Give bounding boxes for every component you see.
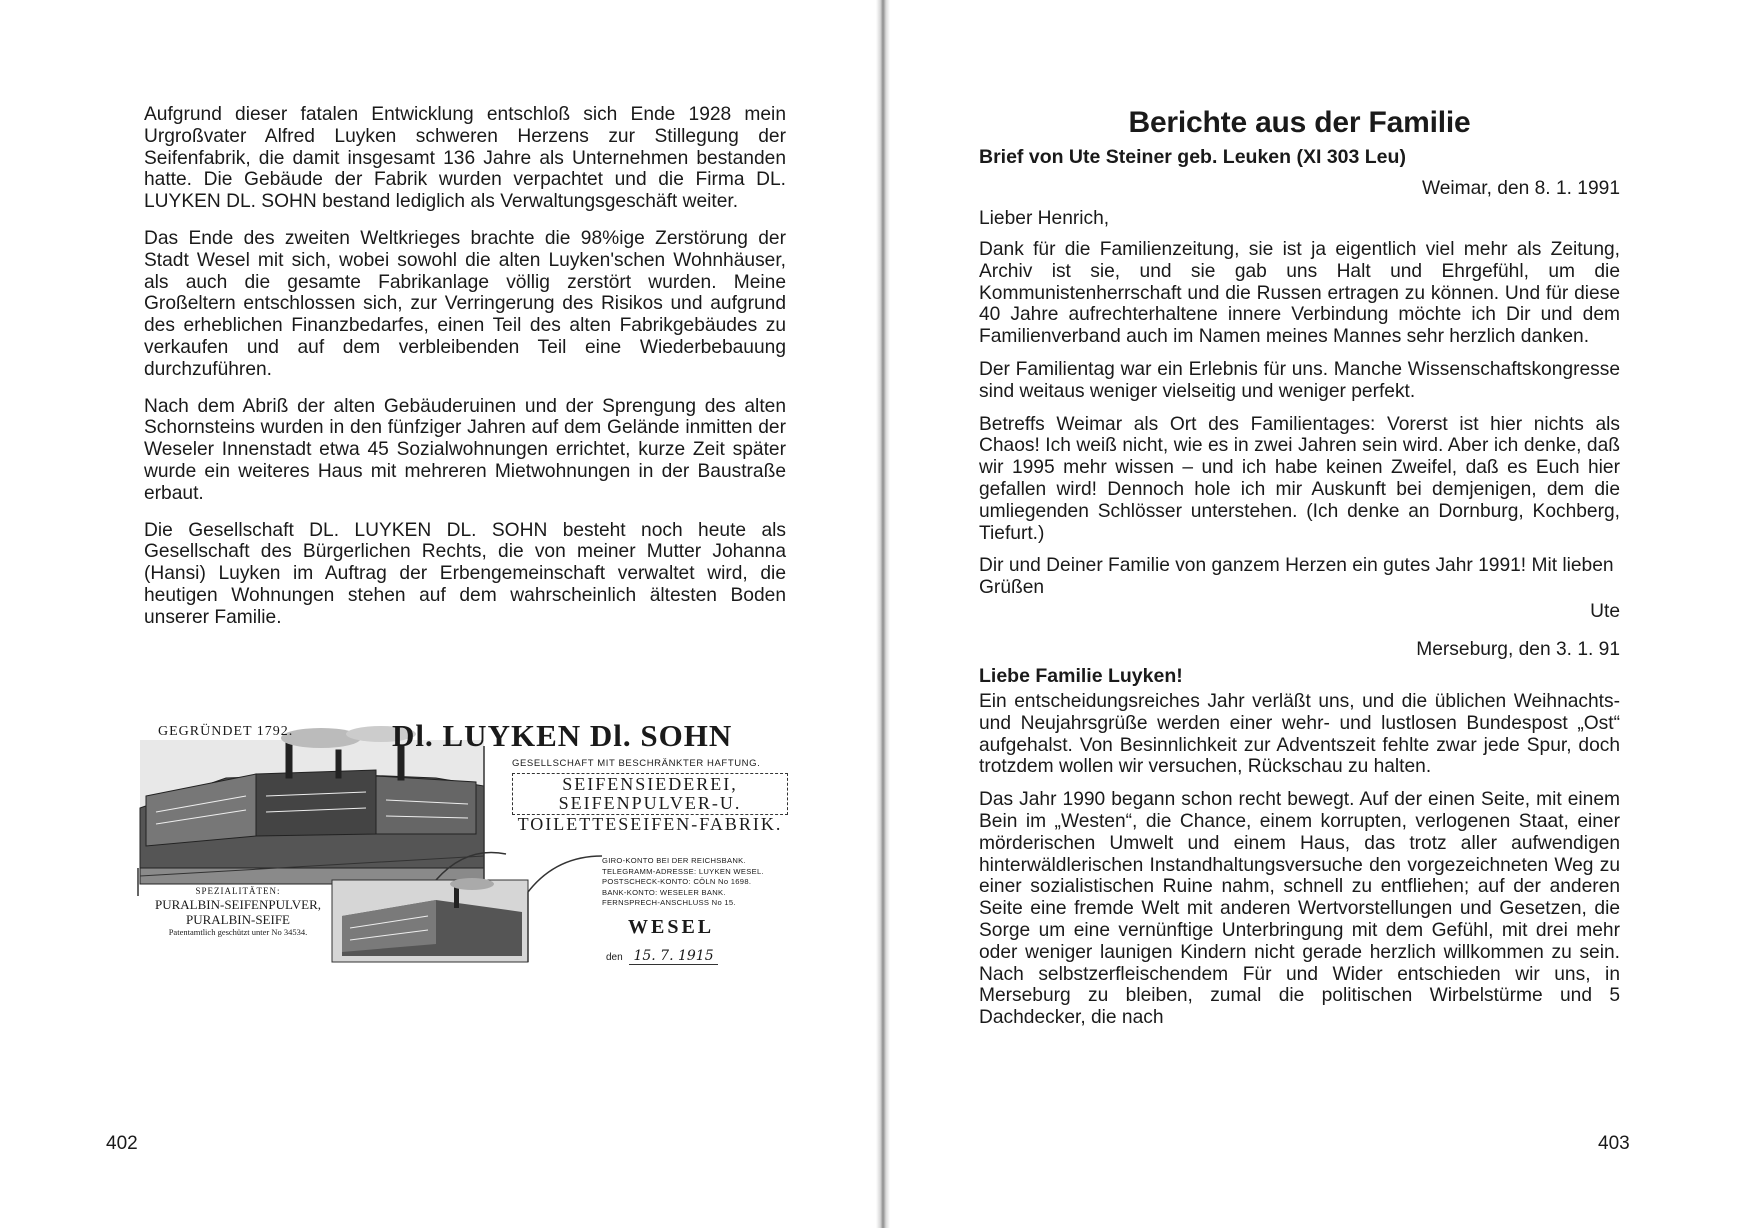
- letterhead-date: [606, 948, 718, 964]
- specialties-title: SPEZIALITÄTEN:: [195, 886, 281, 896]
- handwritten-date: 15. 7. 1915: [629, 948, 717, 965]
- specialty-soap: PURALBIN-SEIFE: [185, 912, 290, 927]
- left-paragraph-1: Aufgrund dieser fatalen Entwicklung entschloß sich Ende 1928 mein Urgroßvater Alfred Luyken schweren Herzens zur Stillegung der Seifenfabrik, die damit insgesamt 136 Jahre als Unternehmen bestanden hatte. Die Gebäude der Fabrik wurden verpachtet und die Firma DL. LUYKEN DL. SOHN bestand lediglich als Verwaltungsgeschäft weiter.: [144, 104, 786, 213]
- letter1-paragraph-1: Dank für die Familienzeitung, sie ist ja eigentlich viel mehr als Zeitung, Archiv ist sie, und sie gab uns Halt und Ehrgefühl, um die Kommunistenherrschaft und die Russen ertragen zu können. Und für diese 40 Jahre aufrechterhaltene innere Verbindung möchte ich Dir und dem Familienverband auch im Namen meines Mannes sehr herzlich danken.: [979, 239, 1620, 348]
- page-number-left: 402: [106, 1133, 138, 1154]
- letterhead-company-name: Dl. LUYKEN Dl. SOHN: [392, 718, 733, 753]
- letter2-date: Merseburg, den 3. 1. 91: [1416, 638, 1620, 660]
- letterhead-products: [512, 773, 788, 834]
- letter1-paragraph-3: Betreffs Weimar als Ort des Familientages: Vorerst ist hier nichts als Chaos! Ich weiß nicht, wie es in zwei Jahren sein wird. Aber ich denke, daß wir 1995 mehr wissen – und ich habe keinen Zweifel, daß es Euch hier gefallen wird! Dennoch hole ich mir Auskunft bei demjenigen, dem die umliegenden Schlösser unterstehen. (Ich denke an Dornburg, Kochberg, Tiefurt.): [979, 413, 1620, 544]
- patent-note: Patentamtlich geschützt unter No 34534.: [168, 927, 308, 937]
- section-title: Berichte aus der Familie: [1128, 106, 1471, 139]
- letter1-paragraph-4: Dir und Deiner Familie von ganzem Herzen ein gutes Jahr 1991! Mit lieben Grüßen: [979, 555, 1614, 599]
- letter1-paragraph-2: Der Familientag war ein Erlebnis für uns. Manche Wissenschaftskongresse sind weitaus weniger vielseitig und weniger perfekt.: [979, 358, 1620, 402]
- letter2-header: [979, 639, 1620, 687]
- specialty-powder: PURALBIN-SEIFENPULVER,: [154, 897, 321, 912]
- letterhead-product-2: SEIFENPULVER-U.: [558, 793, 742, 813]
- letterhead-city: WESEL: [628, 916, 715, 938]
- bank-line: BANK-KONTO: WESELER BANK.: [602, 887, 726, 897]
- letterhead-legal-form: GESELLSCHAFT MIT BESCHRÄNKTER HAFTUNG.: [512, 758, 761, 769]
- bank-line: FERNSPRECH-ANSCHLUSS No 15.: [602, 898, 736, 907]
- letter2-paragraph-1: Ein entscheidungsreiches Jahr verläßt uns, und die üblichen Weihnachts- und Neujahrsgrüße werden einer wehr- und lustlosen Bundespost „Ost“ aufgehalst. Von Besinnlichkeit zur Adventszeit fehlte zwar jede Spur, doch trotzdem wollen wir versuchen, Rückschau zu halten.: [979, 690, 1620, 778]
- right-page: [890, 0, 1742, 1228]
- left-paragraph-2: Das Ende des zweiten Weltkrieges brachte die 98%ige Zerstörung der Stadt Wesel mit sich, wobei sowohl die alten Luyken'schen Wohnhäuser, als auch die gesamte Fabrikanlage völlig zerstört wurden. Meine Großeltern entschlossen sich, zur Verringerung des Risikos und aufgrund des erheblichen Finanzbedarfes, einen Teil des alten Fabrikgebäudes zu verkaufen und auf dem verbleibenden Teil eine Wiederbebauung durchzuführen.: [144, 227, 786, 380]
- letter1-signature: Ute: [1590, 600, 1620, 622]
- letterhead-specialties: [132, 886, 344, 938]
- letter1-salutation: Lieber Henrich,: [979, 208, 1110, 229]
- bank-line: POSTSCHECK-KONTO: CÖLN No 1698.: [602, 877, 752, 886]
- letterhead-product-1: SEIFENSIEDEREI,: [562, 774, 738, 794]
- left-paragraph-3: Nach dem Abriß der alten Gebäuderuinen und der Sprengung des alten Schornsteins wurden in den fünfziger Jahren auf dem Gelände inmitten der Weseler Innenstadt etwa 45 Sozialwohnungen errichtet, kurze Zeit später wurde ein weiteres Haus mit mehreren Mietwohnungen in der Baustraße erbaut.: [144, 395, 786, 504]
- date-label: den: [606, 952, 623, 963]
- company-letterhead: [136, 716, 802, 966]
- bank-line: TELEGRAMM-ADRESSE: LUYKEN WESEL.: [602, 866, 764, 876]
- bank-line: GIRO-KONTO BEI DER REICHSBANK.: [602, 856, 746, 865]
- letterhead-product-3: TOILETTESEIFEN-FABRIK.: [517, 814, 783, 834]
- letter-heading: Brief von Ute Steiner geb. Leuken (XI 303 Leu): [979, 146, 1406, 168]
- letter2-salutation: Liebe Familie Luyken!: [979, 664, 1183, 687]
- letter1-date: Weimar, den 8. 1. 1991: [1421, 178, 1620, 199]
- letterhead-founded: GEGRÜNDET 1792.: [158, 724, 294, 739]
- left-paragraph-4: Die Gesellschaft DL. LUYKEN DL. SOHN besteht noch heute als Gesellschaft des Bürgerlichen Rechts, die von meiner Mutter Johanna (Hansi) Luyken im Auftrag der Erbengemeinschaft verwaltet wird, die heutigen Wohnungen stehen auf dem wahrscheinlich ältesten Boden unserer Familie.: [144, 519, 786, 628]
- left-text-column: [144, 104, 786, 644]
- right-text-column: [979, 106, 1620, 1040]
- letterhead-bank-details: [602, 856, 764, 909]
- page-number-right: 403: [1598, 1133, 1630, 1154]
- letter2-paragraph-2: Das Jahr 1990 begann schon recht bewegt. Auf der einen Seite, mit einem Bein im „Westen“, die Chance, einem korrupten, verlogenen Staat, einer mörderischen Umwelt und einem Haus, das trotz aller aufwendigen hinterwäldlerischen Instandhaltungsversuche den vorgezeichneten Weg zu einer sozialistischen Ruine nahm, schnell zu entfliehen; auf der anderen Seite eine fremde Welt mit anderen Wertvorstellungen und Gesetzen, die Sorge um eine vernünftige Unterbringung mit dem Gefühl, mit drei mehr oder weniger launigen Kindern nicht gerade herzlich willkommen zu sein. Nach selbstzerfleischendem Für und Wider entschieden wir uns, in Merseburg zu bleiben, zumal die politischen Wirbelstürme und 5 Dachdecker, die nach: [979, 789, 1620, 1029]
